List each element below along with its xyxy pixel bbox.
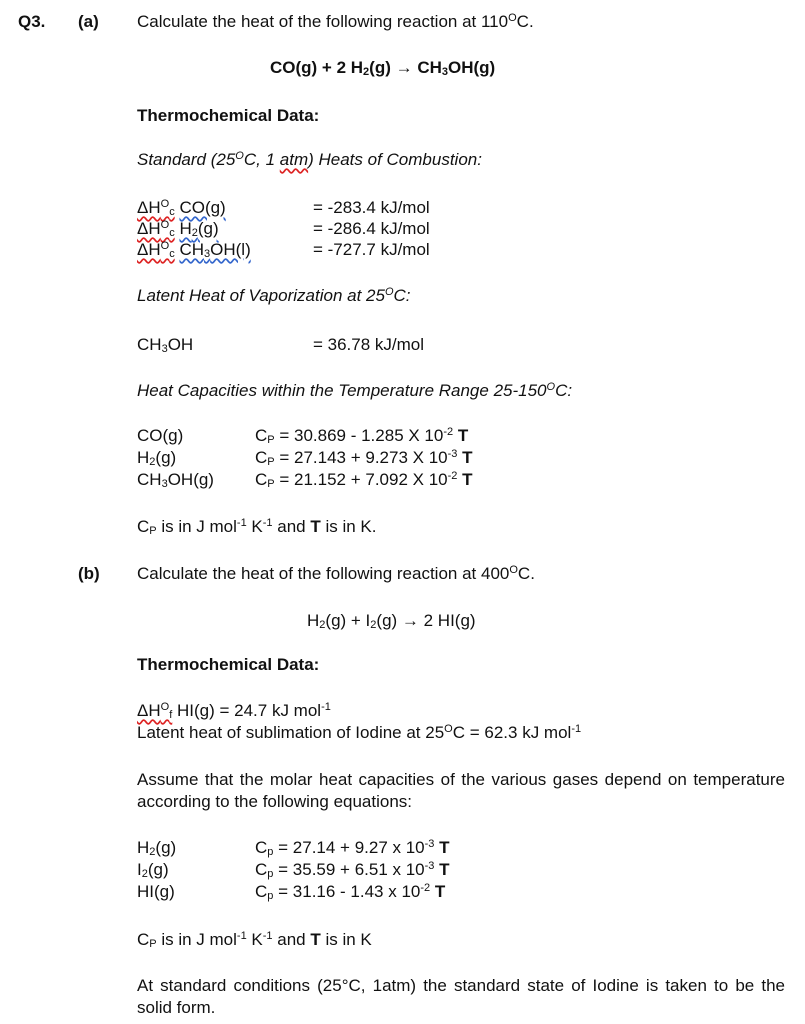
heat-capacity-heading: Heat Capacities within the Temperature Range $25-150^OC$: (137, 381, 573, 400)
combustion-value-h2: = -286.4 kJ/mol (313, 219, 430, 238)
combustion-value-co: = -283.4 kJ/mol (313, 198, 430, 217)
part-b-reaction-equation: $H_2(g) + I_2(g) \to 2$ HI(g) (307, 611, 476, 631)
combustion-row-h2: $\Delta H^O_c$ $H_2(g)$ (137, 219, 219, 239)
latent-heat-heading: Latent Heat of Vaporization at $25^OC$: (137, 286, 411, 305)
assumption-paragraph: Assume that the molar heat capacities of the various gases depend on temperature according to the following equations: (137, 770, 785, 811)
combustion-value-ch3oh: = -727.7 kJ/mol (313, 240, 430, 259)
cp-species: CO(g) (137, 426, 184, 445)
latent-species: $CH_3OH$ (137, 335, 194, 355)
formation-enthalpy-hi: $\Delta H^O_f$ HI(g) = 24.7 kJ mol$^{-1}$ (137, 701, 331, 721)
combustion-row-co: $\Delta H^O_c$ CO(g) (137, 198, 226, 218)
part-b-prompt: Calculate the heat of the following reaction at $400^OC$. (137, 564, 535, 583)
cp-species: $CH_3OH(g)$ (137, 470, 214, 490)
cp-equation: $C_P = 21.152 + 7.092$ X $10^{-2}$ T (255, 470, 473, 490)
cp-species: $I_2(g)$ (137, 860, 169, 880)
combustion-row-ch3oh: $\Delta H^O_c$ $CH_3OH(l)$ (137, 240, 251, 260)
part-a-prompt: Calculate the heat of the following reaction at $110^OC$. (137, 12, 534, 31)
part-b-cp-units: $C_P$ is in J mol$^{-1}$ $K^{-1}$ and T is in K (137, 930, 372, 950)
standard-state-note: At standard conditions (25°C, 1atm) the standard state of Iodine is taken to be the solid form. (137, 976, 785, 1017)
part-a-reaction-equation: CO(g) + 2 $H_2(g) \to CH_3OH(g)$ (270, 58, 496, 78)
cp-species: $H_2(g)$ (137, 838, 177, 858)
part-b-label: (b) (78, 564, 100, 583)
standard-heats-heading: Standard ($25^OC$, 1 atm) Heats of Combustion: (137, 150, 482, 169)
cp-equation: $C_P = 30.869 - 1.285$ X $10^{-2}$ T (255, 426, 469, 446)
cp-equation: $C_P = 27.143 + 9.273$ X $10^{-3}$ T (255, 448, 473, 468)
part-a-label: (a) (78, 12, 99, 31)
part-a-cp-units: $C_P$ is in J mol$^{-1}$ $K^{-1}$ and T is in K. (137, 517, 377, 537)
cp-species: $H_2(g)$ (137, 448, 177, 468)
question-number: Q3. (18, 12, 46, 31)
latent-value: = 36.78 kJ/mol (313, 335, 425, 354)
cp-equation: $C_p = 27.14 + 9.27$ x $10^{-3}$ T (255, 838, 450, 858)
cp-equation: $C_p = 35.59 + 6.51$ x $10^{-3}$ T (255, 860, 450, 880)
part-b-thermo-heading: Thermochemical Data: (137, 655, 320, 674)
sublimation-heat: Latent heat of sublimation of Iodine at $25^OC = 62.3$ kJ mol$^{-1}$ (137, 723, 582, 742)
part-a-thermo-heading: Thermochemical Data: (137, 106, 320, 125)
cp-equation: $C_p = 31.16 - 1.43$ x $10^{-2}$ T (255, 882, 446, 902)
cp-species: HI(g) (137, 882, 175, 901)
